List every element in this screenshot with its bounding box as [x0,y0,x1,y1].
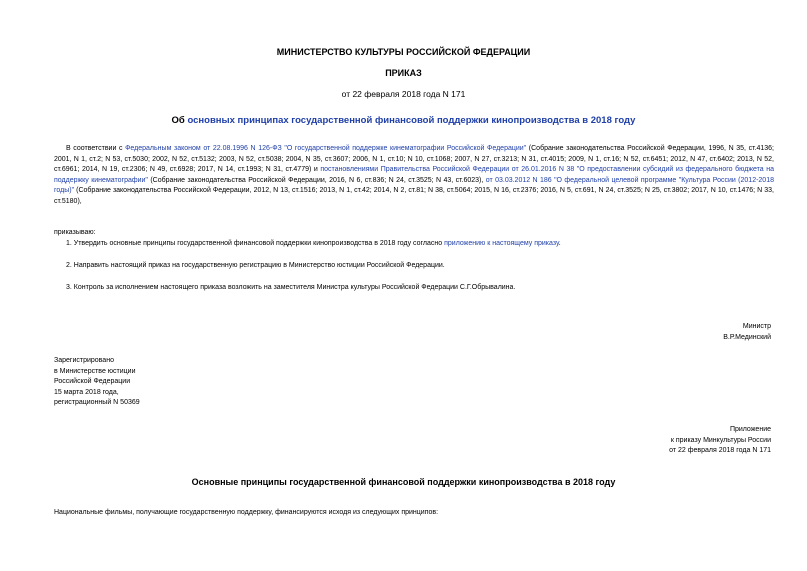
registration-line-1: Зарегистрировано [54,357,114,364]
signature-position: Министр [742,323,771,330]
preamble-text-2: (Собрание законодательства Российской Федерации, 1996, N 35, ст.4136; 2001, N 1, ст.2; N 53, ст.5030; 2002, N 52, ст.5132; 2003, N 52, ст.5038; 2004, N 35, ст.3607; 2006, N 1, ст.10; N 10, ст.1068; 2007, N 27, ст.3213; N 31, ст.4015; 2009, N 1, ст.16; N 52, ст.6451; 2012, N 47, ст.6402; 2013, N 52, ст.6961; 2014, N 19, ст.2306; N 49, ст.6928; 2017, N 14, ст.1993; N 31, ст.4779) и [54,145,774,173]
order-item-2: 2. Направить настоящий приказ на государственную регистрацию в Министерство юстиции Российской Федерации. [66,262,445,269]
appendix-line-1: Приложение [729,426,771,433]
signature-name: В.Р.Мединский [723,333,771,341]
preamble-text-4: (Собрание законодательства Российской Федерации, 2012, N 13, ст.1516; 2013, N 1, ст.42; 2014, N 2, ст.81; N 38, ст.5064; 2015, N 16, ст.2376; 2016, N 5, ст.691, N 24, ст.3525; N 25, ст.3802; 2017, N 10, ст.1476; N 33, ст.5180), [54,187,774,205]
signature-block [723,322,771,343]
appendix-line-2: к приказу Минкультуры России [670,436,771,444]
culture-program-link[interactable]: от 03.03.2012 N 186 "О федеральной целевой программе "Культура России (2012-2018 годы)" [54,176,774,194]
order-word: приказываю: [54,229,96,236]
order-date-number: от 22 февраля 2018 года N 171 [341,89,466,99]
order-title-prefix: Об [171,115,188,126]
government-resolution-link[interactable]: постановлениями Правительства Российской Федерации от 26.01.2016 N 38 "О предоставлении субсидий из федерального бюджета на поддержку кинематографии" [54,166,774,184]
order-item-1 [66,239,561,250]
registration-line-2: в Министерстве юстиции [54,367,136,375]
principles-title: Основные принципы государственной финансовой поддержки кинопроизводства в 2018 году [191,477,616,487]
doc-type-heading: ПРИКАЗ [385,68,422,78]
registration-line-5: регистрационный N 50369 [54,399,140,406]
principles-intro: Национальные фильмы, получающие государственную поддержку, финансируются исходя из следующих принципов: [54,509,439,516]
preamble-text-1: В соответствии с [66,145,126,152]
preamble-text-3: (Собрание законодательства Российской Федерации, 2016, N 6, ст.836; N 24, ст.3525; N 43, ст.6023), [147,176,486,184]
ministry-heading: МИНИСТЕРСТВО КУЛЬТУРЫ РОССИЙСКОЙ ФЕДЕРАЦИИ [276,47,531,57]
order-title-link[interactable]: основных принципах государственной финансовой поддержки кинопроизводства в 2018 году [187,115,636,126]
appendix-line-3: от 22 февраля 2018 года N 171 [669,447,771,454]
registration-line-4: 15 марта 2018 года, [54,388,119,396]
federal-law-link[interactable]: Федеральным законом от 22.08.1996 N 126-ФЗ "О государственной поддержке кинематографии Российской Федерации" [125,145,527,152]
order-item-1-text: 1. Утвердить основные принципы государственной финансовой поддержки кинопроизводства в 2018 году согласно [66,240,445,247]
order-item-1-end: . [558,240,561,247]
registration-line-3: Российской Федерации [54,378,131,385]
preamble-paragraph [54,144,774,207]
order-title [0,115,807,126]
appendix-link[interactable]: приложению к настоящему приказу [444,240,559,247]
order-item-3: 3. Контроль за исполнением настоящего приказа возложить на заместителя Министра культуры Российской Федерации С.Г.Обрывалина. [66,284,516,291]
appendix-block [669,425,771,457]
registration-block [54,356,140,409]
